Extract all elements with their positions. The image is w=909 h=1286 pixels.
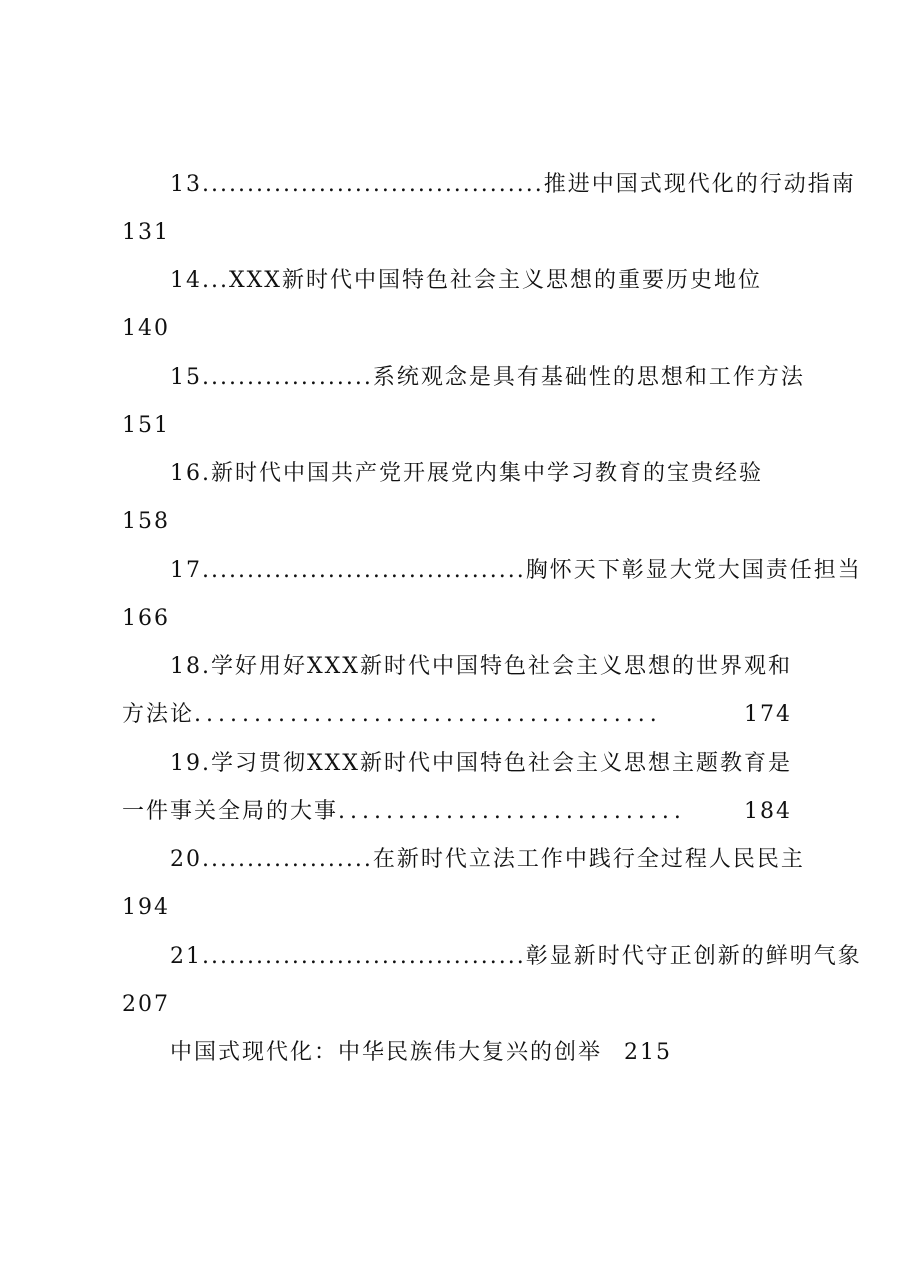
toc-page-number: 174 bbox=[744, 702, 792, 727]
entry-title: 系统观念是具有基础性的思想和工作方法 bbox=[372, 365, 805, 390]
toc-page-number: 131 bbox=[122, 220, 170, 245]
entry-number: 21 bbox=[170, 944, 202, 969]
entry-title: 胸怀天下彰显大党大国责任担当 bbox=[525, 558, 862, 583]
toc-entry-last[interactable] bbox=[170, 1033, 792, 1073]
toc-page-number: 184 bbox=[744, 799, 792, 824]
toc-page-number: 215 bbox=[624, 1040, 673, 1065]
toc-entry-17[interactable] bbox=[170, 551, 862, 591]
entry-title: 彰显新时代守正创新的鲜明气象 bbox=[525, 944, 862, 969]
entry-title: XXX新时代中国特色社会主义思想的重要历史地位 bbox=[228, 268, 762, 293]
toc-entry-13[interactable] bbox=[170, 165, 856, 205]
entry-number: 20 bbox=[170, 847, 202, 872]
toc-entry-19[interactable] bbox=[170, 744, 792, 784]
toc-entry-14[interactable] bbox=[170, 261, 792, 301]
leader-dots: ...................................... bbox=[202, 172, 544, 197]
entry-title: 19.学习贯彻XXX新时代中国特色社会主义思想主题教育是 bbox=[170, 751, 792, 776]
entry-number: 15 bbox=[170, 365, 202, 390]
toc-page-number: 151 bbox=[122, 413, 170, 438]
leader-dots: ....................................... bbox=[194, 702, 662, 727]
toc-entry-18[interactable] bbox=[170, 647, 792, 687]
entry-title: 中国式现代化：中华民族伟大复兴的创举 bbox=[170, 1040, 603, 1065]
entry-title: 一件事关全局的大事 bbox=[122, 799, 339, 824]
leader-dots: ................... bbox=[202, 365, 373, 390]
toc-entry-18-continuation[interactable] bbox=[122, 695, 792, 735]
entry-title: 推进中国式现代化的行动指南 bbox=[543, 172, 856, 197]
leader-dots: .................................... bbox=[202, 944, 526, 969]
leader-dots: ... bbox=[202, 268, 229, 293]
toc-page-number: 140 bbox=[122, 316, 170, 341]
leader-dots: ................... bbox=[202, 847, 373, 872]
entry-number: 13 bbox=[170, 172, 202, 197]
toc-entry-15[interactable] bbox=[170, 358, 805, 398]
entry-title: 在新时代立法工作中践行全过程人民民主 bbox=[372, 847, 805, 872]
leader-dots: .................................... bbox=[202, 558, 526, 583]
toc-entry-16[interactable] bbox=[170, 454, 792, 494]
toc-entry-19-continuation[interactable] bbox=[122, 792, 792, 832]
entry-title: 方法论 bbox=[122, 702, 195, 727]
leader-dots: ............................. bbox=[338, 799, 686, 824]
entry-title: 18.学好用好XXX新时代中国特色社会主义思想的世界观和 bbox=[170, 654, 792, 679]
entry-number: 14 bbox=[170, 268, 202, 293]
toc-entry-21[interactable] bbox=[170, 937, 862, 977]
toc-entry-20[interactable] bbox=[170, 840, 805, 880]
toc-page-number: 166 bbox=[122, 606, 170, 631]
toc-page-number: 158 bbox=[122, 509, 170, 534]
toc-page-number: 207 bbox=[122, 992, 170, 1017]
entry-title: 16.新时代中国共产党开展党内集中学习教育的宝贵经验 bbox=[170, 461, 763, 486]
entry-number: 17 bbox=[170, 558, 202, 583]
toc-page-number: 194 bbox=[122, 895, 170, 920]
